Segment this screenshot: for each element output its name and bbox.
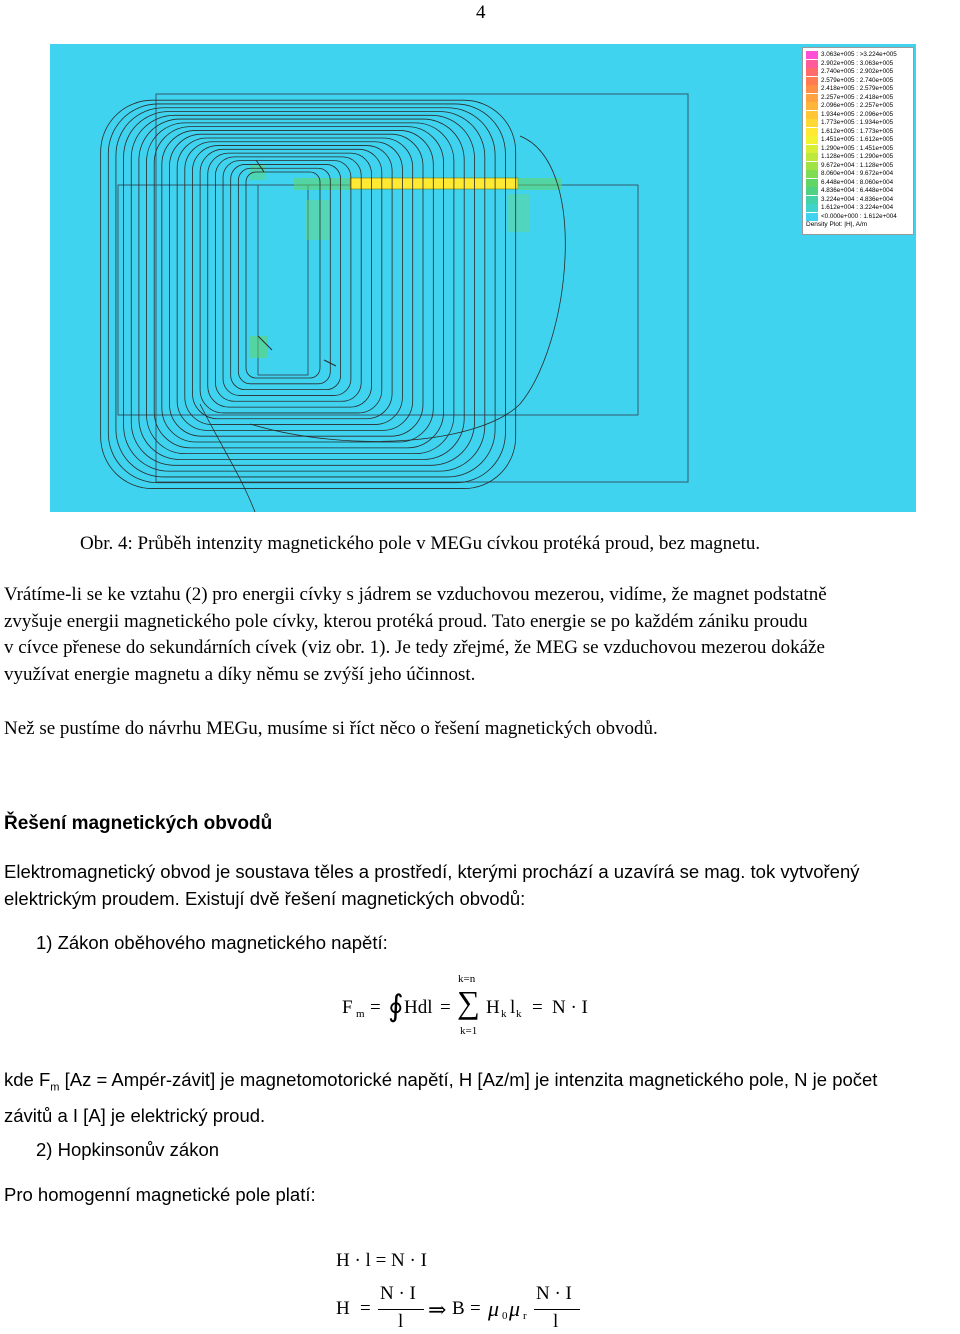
legend-swatch — [806, 68, 818, 76]
eq1-integrand: Hdl — [404, 997, 433, 1018]
list-item-2: 2) Hopkinsonův zákon — [36, 1139, 220, 1160]
eq1-term-h: H — [486, 997, 500, 1018]
eq1-lhs: F — [342, 997, 353, 1018]
paragraph-line: Elektromagnetický obvod je soustava těles a prostředí, kterými prochází a uzavírá se mag. tok vytvořený — [4, 861, 860, 882]
paragraph-intro: Než se pustíme do návrhu MEGu, musíme si říct něco o řešení magnetických obvodů. — [4, 718, 658, 739]
legend-swatch — [806, 145, 818, 153]
eq3-fraction-bar-2 — [534, 1309, 580, 1310]
legend-title: Density Plot: |H|, A/m — [806, 221, 868, 228]
eq3-mur: μ — [509, 1296, 521, 1321]
legend-swatch — [806, 102, 818, 110]
legend-swatch — [806, 196, 818, 204]
legend-label: 2.096e+005 : 2.257e+005 — [821, 102, 894, 109]
legend-label: 2.740e+005 : 2.902e+005 — [821, 68, 894, 75]
eq3-den-1: l — [398, 1311, 404, 1332]
legend-swatch — [806, 128, 818, 136]
legend-swatch — [806, 94, 818, 102]
eq1-term-l-sub: k — [516, 1008, 522, 1020]
eq3-eq2: = — [470, 1298, 481, 1319]
section-heading: Řešení magnetických obvodů — [4, 813, 273, 834]
eq3-mu0-sub: 0 — [502, 1310, 508, 1322]
legend-label: 1.290e+005 : 1.451e+005 — [821, 144, 894, 152]
legend-label: 6.448e+004 : 8.060e+004 — [821, 178, 894, 186]
legend-label: 2.418e+005 : 2.579e+005 — [821, 85, 894, 92]
paragraph-line: Vrátíme-li se ke vztahu (2) pro energii cívky s jádrem se vzduchovou mezerou, vidíme, že magnet podstatně — [4, 584, 827, 605]
legend-label: 1.773e+005 : 1.934e+005 — [821, 119, 894, 126]
legend-label: <0.000e+000 : 1.612e+004 — [821, 212, 897, 220]
legend-swatch — [806, 51, 818, 59]
eq3-h: H — [336, 1298, 350, 1319]
legend-label: 1.612e+005 : 1.773e+005 — [821, 127, 894, 135]
legend-swatch — [806, 170, 818, 178]
density-legend — [802, 47, 914, 235]
eq1-sum-bottom: k=1 — [460, 1025, 478, 1037]
legend-label: 1.612e+004 : 3.224e+004 — [821, 204, 894, 211]
eq3-mu0: μ — [488, 1296, 500, 1321]
paragraph-circuit — [4, 858, 960, 912]
paragraph-energy — [4, 582, 960, 688]
definition-rest: [Az = Ampér-závit] je magnetomotorické napětí, H [Az/m] je intenzita magnetického pole, N je počet — [59, 1069, 878, 1090]
definition-fm-sub: m — [50, 1081, 60, 1094]
eq3-fraction-bar-1 — [378, 1309, 424, 1310]
eq1-term-h-sub: k — [501, 1008, 507, 1020]
legend-swatch — [806, 213, 818, 221]
eq1-rhs: N · I — [552, 997, 588, 1018]
eq3-mur-sub: r — [523, 1310, 527, 1322]
legend-label: 2.902e+005 : 3.063e+005 — [821, 59, 894, 67]
paragraph-line: zvyšuje energii magnetického pole cívky, kterou protéká proud. Tato energie se po každém zániku proudu — [4, 610, 808, 632]
legend-swatch — [806, 204, 818, 212]
eq1-integral: ∮ — [388, 990, 404, 1023]
legend-label: 9.672e+004 : 1.128e+005 — [821, 161, 894, 169]
legend-swatch — [806, 136, 818, 144]
list-item-1: 1) Zákon oběhového magnetického napětí: — [36, 932, 388, 953]
legend-label: 3.063e+005 : >3.224e+005 — [821, 51, 897, 58]
eq1-equals-3: = — [532, 997, 543, 1018]
legend-swatch — [806, 179, 818, 187]
legend-swatch — [806, 111, 818, 119]
definition-text — [4, 1066, 960, 1129]
legend-swatch — [806, 153, 818, 161]
page-number: 4 — [476, 2, 486, 23]
eq3-implies: ⇒ — [428, 1297, 447, 1322]
legend-label: 2.579e+005 : 2.740e+005 — [821, 76, 894, 84]
eq3-num-1: N · I — [380, 1283, 416, 1304]
eq1-term-l: l — [510, 997, 516, 1018]
eq1-sum: ∑ — [457, 984, 480, 1020]
eq3-den-2: l — [553, 1311, 559, 1332]
eq1-equals-2: = — [440, 997, 451, 1018]
equation-hl: H · l = N · I — [336, 1250, 427, 1271]
definition-fm: kde F — [4, 1069, 51, 1090]
legend-label: 8.060e+004 : 9.672e+004 — [821, 170, 894, 177]
definition-line-2: závitů a I [A] je elektrický proud. — [4, 1104, 266, 1126]
eq3-b: B — [452, 1298, 465, 1319]
eq1-lhs-sub: m — [356, 1008, 365, 1020]
legend-swatch — [806, 77, 818, 85]
legend-label: 2.257e+005 : 2.418e+005 — [821, 93, 894, 101]
legend-label: 1.451e+005 : 1.612e+005 — [821, 136, 894, 143]
eq1-sum-top: k=n — [458, 973, 476, 985]
legend-swatch — [806, 85, 818, 93]
eq3-num-2: N · I — [536, 1283, 572, 1304]
paragraph-line: v cívce přenese do sekundárních cívek (viz obr. 1). Je tedy zřejmé, že MEG se vzduchovou mezerou dokáže — [4, 637, 825, 658]
legend-label: 1.934e+005 : 2.096e+005 — [821, 110, 894, 118]
eq3-eq: = — [360, 1298, 371, 1319]
paragraph-line: elektrickým proudem. Existují dvě řešení magnetických obvodů: — [4, 888, 526, 909]
field-plot-figure — [50, 44, 916, 512]
legend-entry — [806, 213, 910, 221]
paragraph-line: využívat energie magnetu a díky němu se zvýší jeho účinnost. — [4, 663, 476, 685]
legend-swatch — [806, 119, 818, 127]
homogeneous-intro: Pro homogenní magnetické pole platí: — [4, 1184, 316, 1205]
figure-caption: Obr. 4: Průběh intenzity magnetického pole v MEGu cívkou protéká proud, bez magnetu. — [80, 533, 761, 554]
legend-label: 3.224e+004 : 4.836e+004 — [821, 195, 894, 203]
legend-swatch — [806, 162, 818, 170]
legend-swatch — [806, 60, 818, 68]
legend-label: 1.128e+005 : 1.290e+005 — [821, 153, 894, 160]
legend-label: 4.836e+004 : 6.448e+004 — [821, 187, 894, 194]
definition-line-1 — [4, 1066, 960, 1102]
eq1-equals: = — [370, 997, 381, 1018]
legend-swatch — [806, 187, 818, 195]
field-plot-background — [50, 44, 916, 512]
